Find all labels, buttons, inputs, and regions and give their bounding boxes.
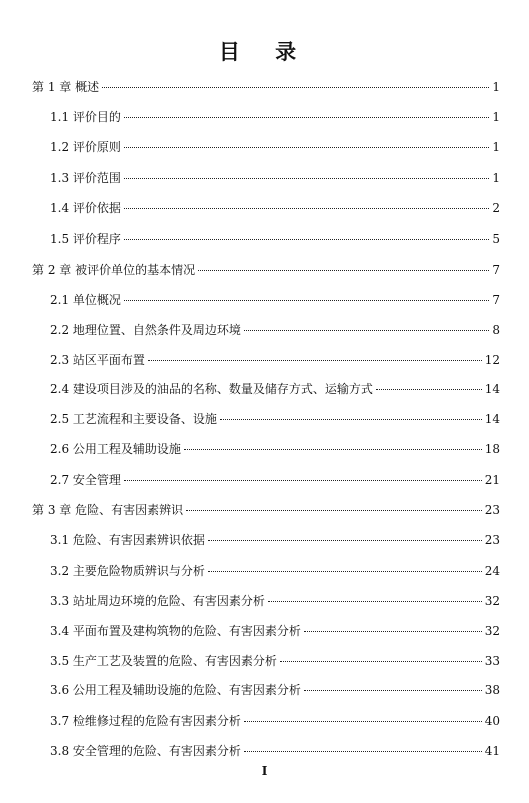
toc-entry-page-number: 23: [484, 503, 500, 517]
dot-leader: [102, 87, 489, 88]
toc-section-entry[interactable]: [50, 440, 500, 458]
toc-entry-page-number: 1: [492, 140, 500, 154]
toc-entry-page-number: 7: [492, 263, 500, 277]
toc-section-entry[interactable]: [50, 199, 500, 217]
toc-entry-page-number: 41: [484, 744, 500, 758]
toc-section-entry[interactable]: [50, 108, 500, 126]
toc-section-entry[interactable]: [50, 291, 500, 309]
dot-leader: [208, 540, 482, 541]
toc-section-entry[interactable]: [50, 380, 500, 398]
toc-entry-page-number: 1: [492, 110, 500, 124]
toc-entry-label: 3.4 平面布置及建构筑物的危险、有害因素分析: [50, 624, 301, 638]
toc-section-entry[interactable]: [50, 471, 500, 489]
dot-leader: [198, 270, 489, 271]
toc-entry-label: 2.1 单位概况: [50, 293, 121, 307]
toc-section-entry[interactable]: [50, 622, 500, 640]
toc-section-entry[interactable]: [50, 351, 500, 369]
toc-entry-label: 1.4 评价依据: [50, 201, 121, 215]
toc-entry-label: 2.7 安全管理: [50, 473, 121, 487]
toc-entry-label: 1.3 评价范围: [50, 171, 121, 185]
toc-entry-label: 2.4 建设项目涉及的油品的名称、数量及储存方式、运输方式: [50, 382, 373, 396]
toc-entry-page-number: 1: [492, 171, 500, 185]
dot-leader: [244, 751, 482, 752]
toc-entry-page-number: 32: [484, 624, 500, 638]
toc-entry-label: 1.2 评价原则: [50, 140, 121, 154]
toc-section-entry[interactable]: [50, 138, 500, 156]
dot-leader: [244, 721, 482, 722]
toc-entry-label: 3.8 安全管理的危险、有害因素分析: [50, 744, 241, 758]
toc-entry-label: 第 3 章 危险、有害因素辨识: [32, 503, 184, 517]
dot-leader: [280, 661, 482, 662]
toc-entry-label: 1.1 评价目的: [50, 110, 121, 124]
dot-leader: [268, 601, 482, 602]
toc-section-entry[interactable]: [50, 230, 500, 248]
toc-entry-page-number: 8: [492, 323, 500, 337]
dot-leader: [124, 117, 489, 118]
toc-section-entry[interactable]: [50, 742, 500, 760]
toc-entry-page-number: 21: [484, 473, 500, 487]
dot-leader: [124, 178, 489, 179]
toc-entry-label: 第 2 章 被评价单位的基本情况: [32, 263, 196, 277]
dot-leader: [186, 510, 482, 511]
toc-section-entry[interactable]: [50, 531, 500, 549]
toc-entry-page-number: 40: [484, 714, 500, 728]
dot-leader: [304, 631, 482, 632]
toc-entry-label: 3.7 检维修过程的危险有害因素分析: [50, 714, 241, 728]
dot-leader: [148, 360, 482, 361]
toc-chapter-entry[interactable]: [32, 261, 500, 279]
toc-section-entry[interactable]: [50, 410, 500, 428]
dot-leader: [208, 571, 482, 572]
dot-leader: [376, 389, 482, 390]
page-title: 目 录: [218, 40, 311, 64]
toc-entry-page-number: 5: [492, 232, 500, 246]
toc-entry-label: 2.3 站区平面布置: [50, 353, 145, 367]
toc-entry-page-number: 18: [484, 442, 500, 456]
toc-entry-label: 2.2 地理位置、自然条件及周边环境: [50, 323, 241, 337]
toc-entry-page-number: 2: [492, 201, 500, 215]
toc-entry-page-number: 23: [484, 533, 500, 547]
toc-section-entry[interactable]: [50, 321, 500, 339]
toc-entry-page-number: 33: [484, 654, 500, 668]
dot-leader: [304, 690, 482, 691]
toc-section-entry[interactable]: [50, 169, 500, 187]
toc-entry-page-number: 32: [484, 594, 500, 608]
toc-entry-page-number: 12: [484, 353, 500, 367]
toc-entry-label: 3.1 危险、有害因素辨识依据: [50, 533, 205, 547]
dot-leader: [184, 449, 482, 450]
dot-leader: [244, 330, 489, 331]
dot-leader: [124, 480, 482, 481]
toc-section-entry[interactable]: [50, 562, 500, 580]
dot-leader: [124, 208, 489, 209]
toc-entry-page-number: 7: [492, 293, 500, 307]
toc-entry-page-number: 24: [484, 564, 500, 578]
toc-entry-label: 2.6 公用工程及辅助设施: [50, 442, 181, 456]
toc-chapter-entry[interactable]: [32, 501, 500, 519]
toc-section-entry[interactable]: [50, 592, 500, 610]
toc-entry-label: 2.5 工艺流程和主要设备、设施: [50, 412, 217, 426]
toc-entry-page-number: 1: [492, 80, 500, 94]
toc-entry-label: 3.5 生产工艺及装置的危险、有害因素分析: [50, 654, 277, 668]
toc-entry-label: 第 1 章 概述: [32, 80, 100, 94]
toc-entry-page-number: 14: [484, 382, 500, 396]
dot-leader: [124, 300, 489, 301]
dot-leader: [124, 147, 489, 148]
toc-chapter-entry[interactable]: [32, 78, 500, 96]
dot-leader: [220, 419, 482, 420]
dot-leader: [124, 239, 489, 240]
toc-entry-label: 1.5 评价程序: [50, 232, 121, 246]
toc-section-entry[interactable]: [50, 681, 500, 699]
toc-entry-label: 3.2 主要危险物质辨识与分析: [50, 564, 205, 578]
toc-section-entry[interactable]: [50, 712, 500, 730]
toc-section-entry[interactable]: [50, 652, 500, 670]
toc-entry-page-number: 38: [484, 683, 500, 697]
toc-entry-label: 3.6 公用工程及辅助设施的危险、有害因素分析: [50, 683, 301, 697]
toc-entry-label: 3.3 站址周边环境的危险、有害因素分析: [50, 594, 265, 608]
page-number: I: [261, 764, 268, 778]
toc-entry-page-number: 14: [484, 412, 500, 426]
